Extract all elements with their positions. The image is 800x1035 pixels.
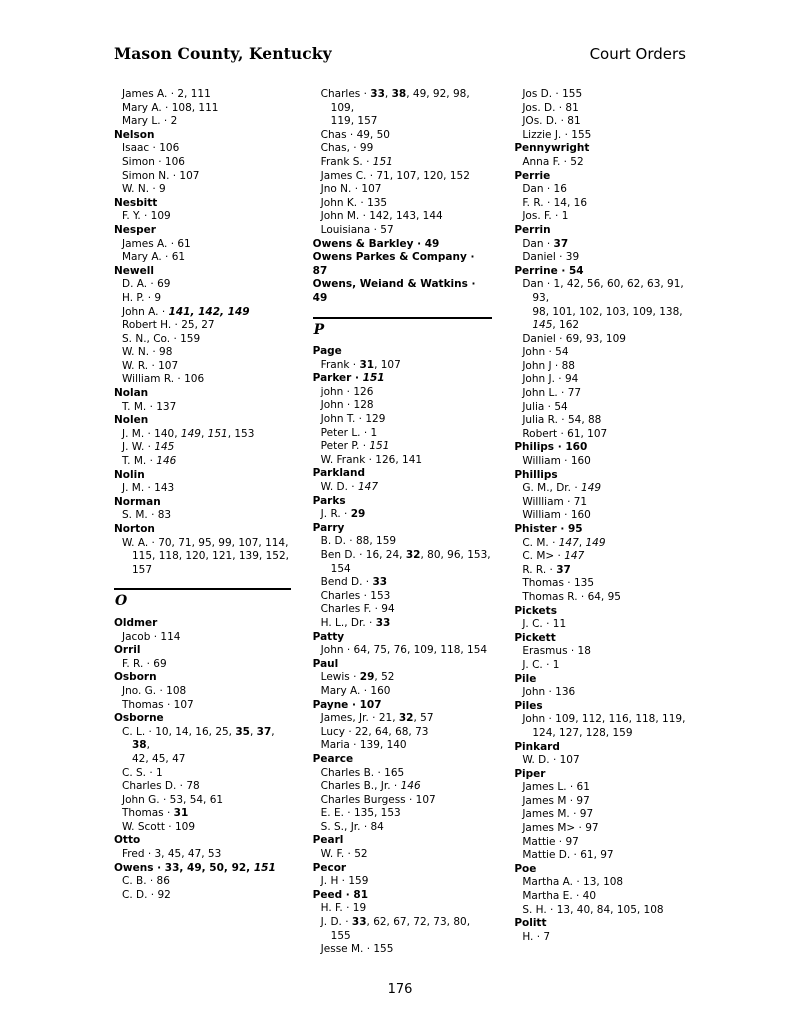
index-heading-entry: Phister · 95 [514, 523, 583, 535]
index-heading-entry: Perrie [514, 169, 551, 182]
index-subentry: Charles · 33, 38, 49, 92, 98, 109, [320, 88, 470, 114]
index-subentry: Jno. G. · 108 [122, 684, 187, 697]
index-subentry: Chas · 49, 50 [320, 128, 390, 141]
index-subentry: 119, 157 [330, 115, 378, 128]
index-heading-entry: Owens Parkes & Company · 87 [312, 251, 475, 277]
index-subentry: W. F. · 52 [320, 848, 368, 861]
index-subentry: Isaac · 106 [122, 142, 180, 155]
index-subentry: E. E. · 135, 153 [320, 807, 401, 820]
index-subentry: Dan · 37 [522, 237, 569, 250]
index-subentry: H. L., Dr. · 33 [320, 616, 391, 629]
index-subentry: C. S. · 1 [122, 766, 163, 779]
index-heading-entry: Nelson [114, 128, 155, 141]
index-heading-entry: Perrin [514, 223, 551, 236]
index-subentry: Mary A. · 108, 111 [122, 101, 219, 114]
index-heading-entry: Pile [514, 672, 537, 685]
index-subentry: Thomas · 107 [122, 698, 194, 711]
index-subentry: Willliam · 71 [522, 495, 588, 508]
index-subentry: H. F. · 19 [320, 902, 367, 915]
index-subentry: Thomas · 31 [122, 807, 189, 820]
index-subentry: 154 [330, 562, 351, 575]
index-subentry: William · 160 [522, 455, 591, 468]
index-heading-entry: Patty [312, 630, 345, 643]
index-subentry: William R. · 106 [122, 373, 205, 386]
column-right [514, 88, 690, 957]
index-heading-entry: Owens · 33, 49, 50, 92, 151 [114, 861, 276, 874]
index-subentry: Martha E. · 40 [522, 890, 597, 903]
index-subentry: 145, 162 [532, 319, 580, 332]
index-subentry: John · 54 [522, 346, 569, 359]
index-subentry: john · 126 [320, 385, 374, 398]
index-subentry: Simon N. · 107 [122, 169, 200, 182]
index-subentry: T. M. · 146 [122, 455, 177, 468]
index-subentry: W. Scott · 109 [122, 820, 196, 833]
index-subentry: G. M., Dr. · 149 [522, 482, 602, 495]
index-heading-entry: Nolen [114, 414, 149, 427]
index-heading-entry: Nesper [114, 223, 156, 236]
index-subentry: Thomas R. · 64, 95 [522, 590, 621, 603]
index-subentry: John K. · 135 [320, 196, 388, 209]
index-heading-entry: Pickets [514, 604, 557, 617]
index-subentry: John · 128 [320, 399, 374, 412]
index-heading-entry: Pearl [312, 834, 344, 847]
column-left [114, 88, 291, 957]
index-subentry: James C. · 71, 107, 120, 152 [320, 169, 470, 182]
index-heading-entry: Philips · 160 [514, 441, 588, 454]
index-subentry: James A. · 61 [122, 237, 191, 250]
index-heading-entry: Perrine · 54 [514, 264, 584, 277]
index-subentry: W. N. · 9 [122, 183, 166, 196]
index-subentry: W. A. · 70, 71, 95, 99, 107, 114, [122, 536, 289, 549]
index-subentry: J. W. · 145 [122, 441, 175, 454]
index-heading-entry: Piles [514, 699, 543, 712]
index-subentry: John · 109, 112, 116, 118, 119, [522, 713, 686, 726]
index-heading-entry: Pinkard [514, 740, 560, 753]
index-subentry: Jesse M. · 155 [320, 943, 394, 956]
index-subentry: John J · 88 [522, 359, 575, 372]
index-heading-entry: Paul [312, 657, 339, 670]
index-subentry: Dan · 1, 42, 56, 60, 62, 63, 91, 93, [522, 278, 684, 304]
index-subentry: 98, 101, 102, 103, 109, 138, [532, 305, 683, 318]
index-columns [114, 88, 690, 957]
index-heading-entry: Phillips [514, 468, 558, 481]
index-subentry: Jno N. · 107 [320, 183, 382, 196]
index-subentry: R. R. · 37 [522, 563, 571, 576]
index-subentry: Peter P. · 151 [320, 440, 390, 453]
index-subentry: T. M. · 137 [122, 400, 177, 413]
page-header [114, 44, 686, 63]
index-heading-entry: Pearce [312, 752, 354, 765]
index-heading-entry: Page [312, 345, 342, 358]
section-letter-heading: P [313, 321, 325, 338]
index-subentry: John M. · 142, 143, 144 [320, 210, 443, 223]
index-subentry: 42, 45, 47 [132, 752, 186, 765]
index-heading-entry: Politt [514, 917, 547, 930]
index-subentry: J. H · 159 [320, 875, 369, 888]
index-subentry: W. D. · 147 [320, 481, 379, 494]
index-subentry: Ben D. · 16, 24, 32, 80, 96, 153, [320, 549, 491, 561]
section-divider [313, 317, 493, 319]
index-heading-entry: Parks [312, 494, 346, 507]
index-subentry: Jacob · 114 [122, 630, 181, 643]
index-subentry: Thomas · 135 [522, 577, 595, 590]
header-right-title: Court Orders [589, 45, 686, 63]
index-heading-entry: Owens & Barkley · 49 [312, 237, 440, 250]
index-subentry: Martha A. · 13, 108 [522, 876, 624, 889]
index-subentry: Charles F. · 94 [320, 603, 395, 616]
index-subentry: John J. · 94 [522, 373, 579, 386]
index-subentry: J. M. · 140, 149, 151, 153 [122, 427, 255, 440]
index-subentry: Jos D. · 155 [522, 88, 583, 100]
index-subentry: C. M> · 147 [522, 550, 585, 563]
index-heading-entry: Payne · 107 [312, 698, 382, 711]
index-subentry: J. C. · 11 [522, 618, 567, 631]
index-subentry: Daniel · 39 [522, 251, 580, 264]
index-subentry: Lucy · 22, 64, 68, 73 [320, 725, 429, 738]
index-heading-entry: Norton [114, 523, 155, 535]
index-subentry: Charles · 153 [320, 589, 391, 602]
index-subentry: D. A. · 69 [122, 278, 171, 291]
index-heading-entry: Peed · 81 [312, 888, 369, 901]
index-subentry: John · 136 [522, 686, 576, 699]
index-heading-entry: Pickett [514, 631, 556, 644]
index-subentry: S. H. · 13, 40, 84, 105, 108 [522, 903, 664, 916]
index-heading-entry: Otto [114, 834, 141, 847]
index-heading-entry: Osborne [114, 712, 164, 725]
index-subentry: Anna F. · 52 [522, 155, 584, 168]
index-subentry: Bend D. · 33 [320, 576, 388, 589]
index-heading-entry: Norman [114, 495, 161, 508]
index-subentry: John G. · 53, 54, 61 [122, 793, 224, 806]
header-left-title: Mason County, Kentucky [114, 44, 332, 63]
index-subentry: JOs. D. · 81 [522, 115, 581, 128]
index-heading-entry: Pennywright [514, 142, 590, 155]
index-heading-entry: Piper [514, 767, 546, 780]
index-subentry: Mary L. · 2 [122, 115, 178, 128]
index-subentry: Dan · 16 [522, 183, 567, 196]
index-heading-entry: Parry [312, 521, 345, 534]
section-divider [114, 588, 291, 590]
index-heading-entry: Orril [114, 644, 141, 657]
index-subentry: H. P. · 9 [122, 291, 162, 304]
index-subentry: Robert · 61, 107 [522, 427, 608, 440]
index-heading-entry: Oldmer [114, 616, 158, 629]
index-heading-entry: Parker · 151 [312, 372, 385, 385]
index-subentry: 124, 127, 128, 159 [532, 726, 633, 739]
index-subentry: Mattie · 97 [522, 835, 579, 848]
index-subentry: James A. · 2, 111 [122, 88, 211, 100]
index-subentry: W. R. · 107 [122, 359, 179, 372]
index-subentry: W. Frank · 126, 141 [320, 453, 423, 466]
index-subentry: J. M. · 143 [122, 482, 175, 495]
index-heading-entry: Nolin [114, 468, 145, 481]
index-subentry: Charles Burgess · 107 [320, 793, 436, 806]
index-subentry: C. M. · 147, 149 [522, 536, 606, 549]
index-subentry: C. L. · 10, 14, 16, 25, 35, 37, 38, [122, 725, 275, 752]
index-subentry: Maria · 139, 140 [320, 739, 407, 752]
index-heading-entry: Nolan [114, 387, 149, 400]
index-subentry: J. C. · 1 [522, 658, 560, 671]
index-subentry: Charles B., Jr. · 146 [320, 780, 421, 793]
index-subentry: William · 160 [522, 509, 591, 522]
index-subentry: W. N. · 98 [122, 346, 173, 359]
index-subentry: Julia R. · 54, 88 [522, 414, 602, 427]
index-subentry: F. R. · 14, 16 [522, 196, 588, 209]
index-heading-entry: Nesbitt [114, 196, 158, 209]
index-subentry: Lizzie J. · 155 [522, 128, 592, 141]
index-subentry: F. R. · 69 [122, 657, 167, 670]
index-subentry: Julia · 54 [522, 400, 568, 413]
index-subentry: H. · 7 [522, 930, 551, 943]
index-subentry: B. D. · 88, 159 [320, 535, 397, 548]
index-heading-entry: Poe [514, 862, 537, 875]
column-middle [313, 88, 493, 957]
index-subentry: Chas, · 99 [320, 142, 374, 155]
index-subentry: James M · 97 [522, 794, 590, 807]
index-subentry: Peter L. · 1 [320, 426, 378, 439]
page-number: 176 [387, 982, 413, 997]
index-subentry: James L. · 61 [522, 781, 590, 794]
index-subentry: S. M. · 83 [122, 509, 172, 522]
index-subentry: Lewis · 29, 52 [320, 671, 395, 684]
index-heading-entry: Owens, Weiand & Watkins · 49 [312, 278, 476, 304]
index-subentry: F. Y. · 109 [122, 210, 171, 223]
index-subentry: Louisiana · 57 [320, 223, 394, 236]
index-subentry: S. N., Co. · 159 [122, 332, 201, 345]
index-subentry: John T. · 129 [320, 413, 386, 426]
index-subentry: C. D. · 92 [122, 888, 171, 901]
index-subentry: Frank S. · 151 [320, 155, 393, 168]
index-subentry: Daniel · 69, 93, 109 [522, 332, 626, 345]
index-subentry: Mattie D. · 61, 97 [522, 849, 614, 862]
index-subentry: 157 [132, 563, 153, 576]
index-subentry: J. D. · 33, 62, 67, 72, 73, 80, 155 [320, 916, 471, 942]
section-letter-heading: O [115, 593, 128, 610]
index-heading-entry: Osborn [114, 671, 157, 684]
index-subentry: Fred · 3, 45, 47, 53 [122, 848, 222, 861]
index-subentry: J. R. · 29 [320, 508, 366, 521]
index-subentry: John · 64, 75, 76, 109, 118, 154 [320, 644, 488, 657]
index-subentry: Mary A. · 61 [122, 251, 186, 264]
index-heading-entry: Newell [114, 264, 154, 277]
index-subentry: Mary A. · 160 [320, 684, 391, 697]
index-heading-entry: Parkland [312, 467, 366, 480]
index-subentry: John L. · 77 [522, 387, 582, 400]
index-subentry: James, Jr. · 21, 32, 57 [320, 712, 434, 725]
index-subentry: Robert H. · 25, 27 [122, 319, 215, 332]
index-subentry: James M. · 97 [522, 808, 594, 821]
index-subentry: John A. · 141, 142, 149 [122, 305, 250, 318]
index-subentry: Jos. D. · 81 [522, 101, 579, 114]
index-subentry: S. S., Jr. · 84 [320, 820, 384, 833]
index-subentry: Charles D. · 78 [122, 780, 200, 793]
index-subentry: James M> · 97 [522, 822, 599, 835]
index-subentry: C. B. · 86 [122, 875, 170, 888]
index-heading-entry: Pecor [312, 861, 347, 874]
index-subentry: Charles B. · 165 [320, 766, 405, 779]
index-subentry: Jos. F. · 1 [522, 210, 569, 223]
index-subentry: Frank · 31, 107 [320, 358, 401, 371]
index-subentry: W. D. · 107 [522, 754, 580, 767]
index-subentry: 115, 118, 120, 121, 139, 152, [132, 550, 289, 563]
index-subentry: Simon · 106 [122, 155, 185, 168]
index-subentry: Erasmus · 18 [522, 645, 591, 658]
